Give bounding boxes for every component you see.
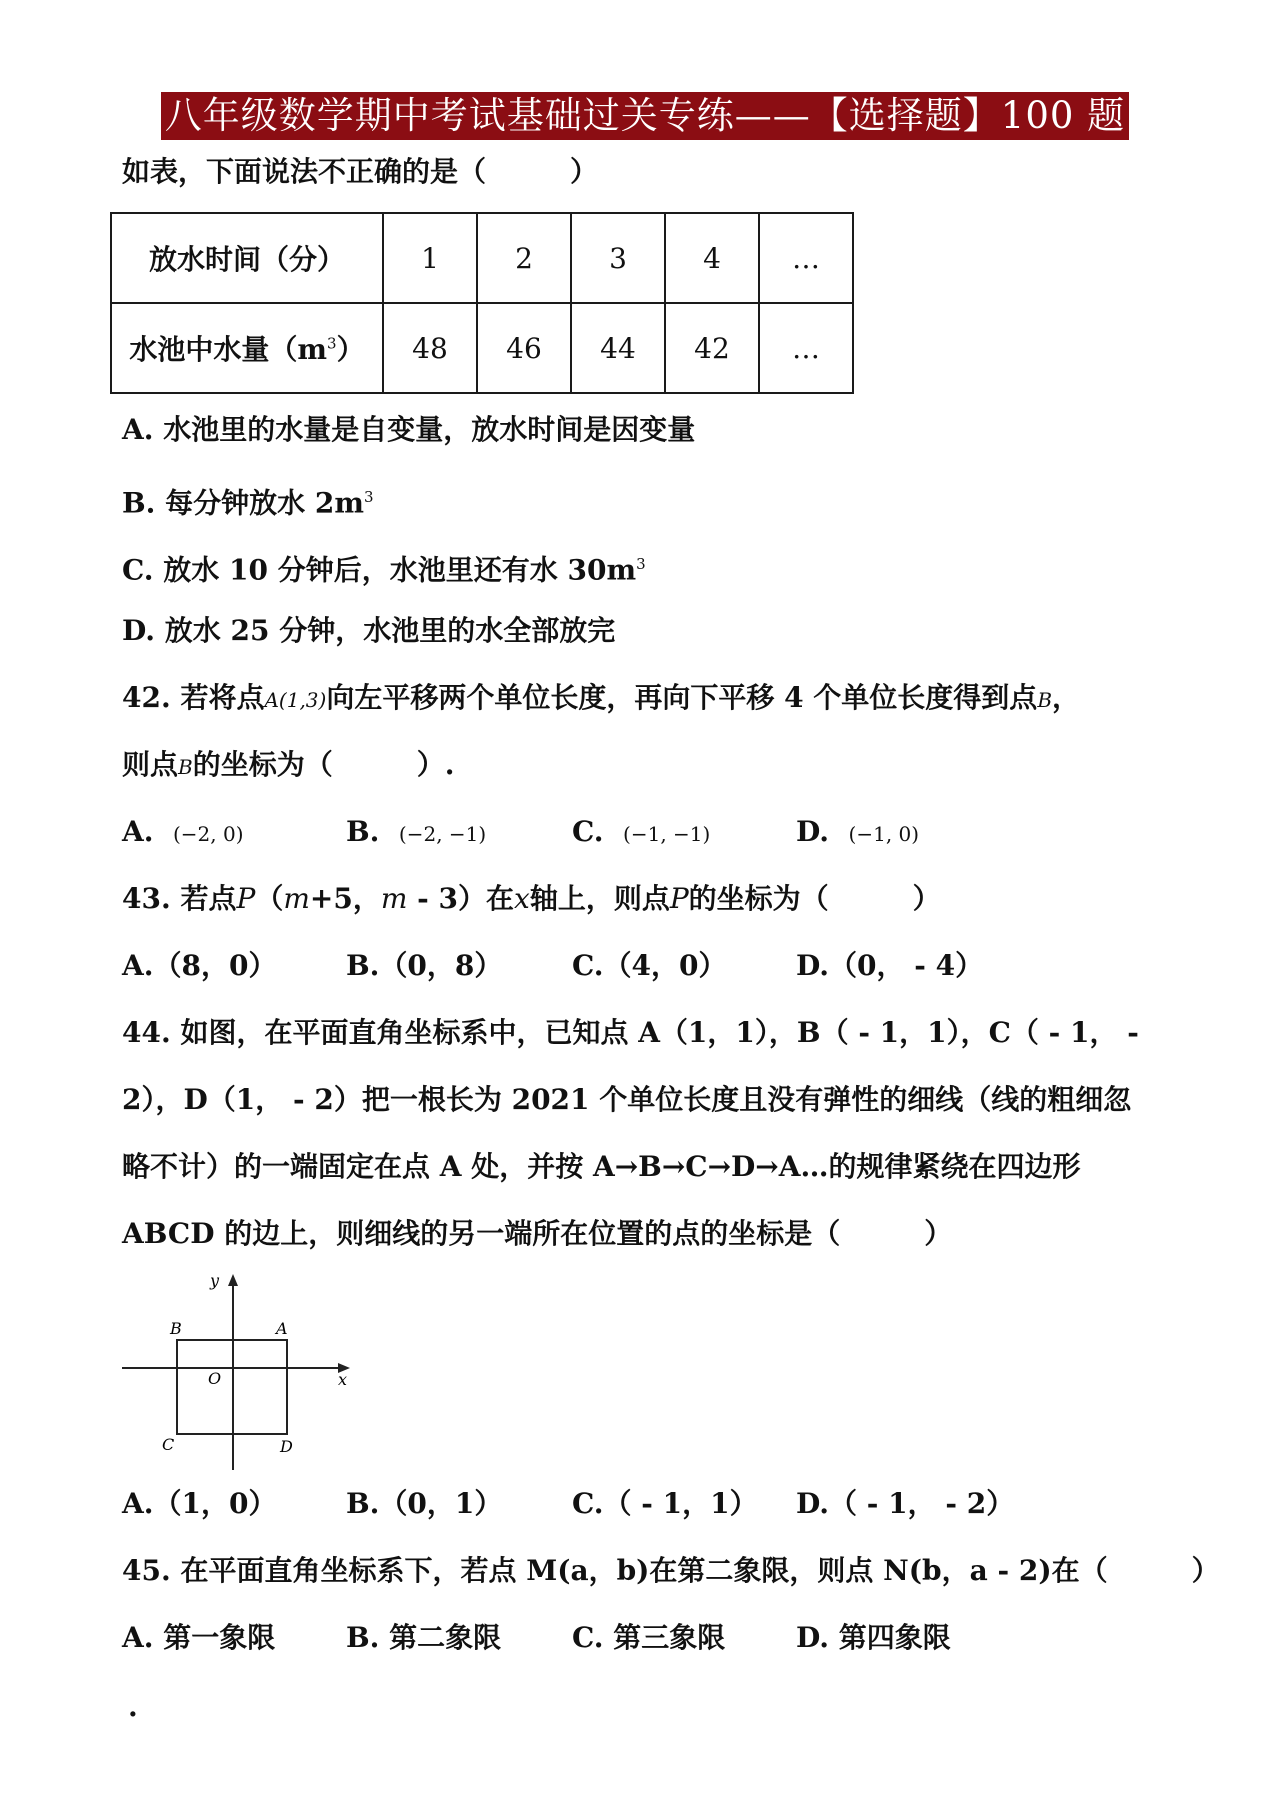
q42-point-b: B [178, 755, 193, 779]
q43-var-x: x [514, 882, 530, 915]
option-label: A. [122, 815, 154, 848]
y-axis-label: y [210, 1271, 220, 1290]
table-row [111, 213, 853, 303]
q42-point-a: A(1,3) [264, 688, 327, 712]
question-42-line2 [122, 745, 454, 787]
q43-var-m: m [380, 882, 408, 915]
q42-text: 42. 若将点 [122, 681, 265, 714]
table-cell: 46 [477, 303, 571, 393]
q42-option-a [122, 812, 244, 854]
q41-option-b [122, 477, 374, 523]
q43-option-d: D.（0， - 4） [796, 949, 984, 982]
q43-var-p: P [669, 882, 689, 915]
volume-label-tail: ） [336, 333, 365, 366]
q42-option-b [346, 812, 486, 854]
option-label: D. [796, 815, 830, 848]
option-label: B. [346, 815, 380, 848]
q44-option-b: B.（0，1） [346, 1487, 503, 1520]
q42-option-c [572, 812, 710, 854]
q43-option-c: C.（4，0） [572, 949, 727, 982]
q42-text: 向左平移两个单位长度，再向下平移 4 个单位长度得到点 [326, 681, 1038, 714]
q44-option-d: D.（ - 1， - 2） [796, 1487, 1015, 1520]
q42-option-d [796, 812, 919, 854]
point-d-label: D [280, 1437, 293, 1456]
question-44-line4: ABCD 的边上，则细线的另一端所在位置的点的坐标是（ ） [122, 1217, 953, 1250]
table-cell: 4 [665, 213, 759, 303]
page-title: 八年级数学期中考试基础过关专练——【选择题】100 题 [161, 92, 1129, 140]
q41-option-d: D. 放水 25 分钟，水池里的水全部放完 [122, 614, 616, 647]
q42-text: ， [1052, 681, 1081, 714]
question-42-line1 [122, 678, 1080, 720]
q43-text: 的坐标为（ ） [688, 882, 941, 915]
q43-text: - 3）在 [407, 882, 515, 915]
q42-point-b: B [1037, 688, 1053, 712]
origin-label: O [208, 1369, 222, 1388]
option-value: (−2, −1) [398, 822, 487, 846]
option-value: (−1, −1) [623, 822, 711, 846]
table-cell: 42 [665, 303, 759, 393]
q41-option-a: A. 水池里的水量是自变量，放水时间是因变量 [122, 413, 696, 446]
volume-label: 水池中水量（m [129, 333, 328, 366]
coordinate-diagram [118, 1270, 358, 1475]
y-axis-arrow-icon [228, 1274, 238, 1286]
q43-text: +5， [309, 882, 381, 915]
q45-option-b: B. 第二象限 [346, 1621, 502, 1654]
q43-option-b: B.（0，8） [346, 949, 503, 982]
q41-option-c-text: C. 放水 10 分钟后，水池里还有水 30m [122, 553, 637, 587]
q42-text: 则点 [122, 748, 179, 781]
q45-option-d: D. 第四象限 [796, 1621, 951, 1654]
table-cell: … [759, 303, 853, 393]
q44-option-a: A.（1，0） [122, 1487, 277, 1520]
table-cell: 3 [571, 213, 665, 303]
q45-option-a: A. 第一象限 [122, 1621, 276, 1654]
q43-var-m: m [283, 882, 310, 915]
trailing-dot: . [128, 1690, 138, 1723]
x-axis-label: x [338, 1370, 348, 1389]
q43-text: （ [255, 882, 284, 915]
table-cell: 2 [477, 213, 571, 303]
table-cell: 44 [571, 303, 665, 393]
q41-option-c [122, 544, 646, 590]
q44-option-c: C.（ - 1，1） [572, 1487, 758, 1520]
point-a-label: A [276, 1319, 288, 1338]
q41-option-b-text: B. 每分钟放水 2m [122, 486, 365, 520]
option-value: (−2, 0) [172, 822, 244, 846]
q43-text: 43. 若点 [122, 882, 237, 915]
water-table [110, 212, 854, 394]
question-44-line3: 略不计）的一端固定在点 A 处，并按 A→B→C→D→A…的规律紧绕在四边形 [122, 1150, 1081, 1183]
question-43-stem [122, 879, 941, 919]
table-row [111, 303, 853, 393]
volume-unit-exponent: 3 [327, 334, 337, 353]
question-41-stem: 如表，下面说法不正确的是（ ） [122, 155, 599, 188]
table-cell: … [759, 213, 853, 303]
option-value: (−1, 0) [848, 822, 920, 846]
question-44-line2: 2），D（1， - 2）把一根长为 2021 个单位长度且没有弹性的细线（线的粗细忽 [122, 1083, 1132, 1116]
question-45-stem: 45. 在平面直角坐标系下，若点 M(a，b)在第二象限，则点 N(b，a - 2)在（ ） [122, 1554, 1220, 1587]
q43-text: 轴上，则点 [529, 882, 670, 915]
question-44-line1: 44. 如图，在平面直角坐标系中，已知点 A（1，1），B（ - 1，1），C（ - 1， - [122, 1016, 1139, 1049]
q43-option-a: A.（8，0） [122, 949, 277, 982]
point-c-label: C [162, 1435, 175, 1454]
q41-option-c-exp: 3 [636, 555, 646, 573]
q45-option-c: C. 第三象限 [572, 1621, 726, 1654]
table-header-volume [111, 303, 383, 393]
q41-option-b-exp: 3 [364, 488, 374, 506]
q42-text: 的坐标为（ ）. [192, 748, 455, 781]
q43-var-p: P [236, 882, 256, 915]
option-label: C. [572, 815, 604, 848]
table-cell: 48 [383, 303, 477, 393]
point-b-label: B [170, 1319, 182, 1338]
table-header-time: 放水时间（分） [111, 213, 383, 303]
table-cell: 1 [383, 213, 477, 303]
